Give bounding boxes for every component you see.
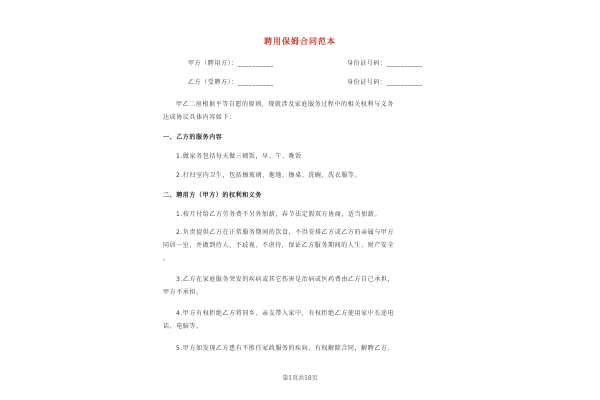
section-2-item-2-line-1: 2.负责提供乙方在正常服务期间的饮食，不得安排乙方或乙方的亲属与甲方 bbox=[176, 229, 395, 236]
section-2-item-4-line-1: 4.甲方有权拒绝乙方将同乡、亲友带入家中，有权拒绝乙方使用家中长途电 bbox=[176, 310, 395, 317]
section-1-heading: 一、乙方的服务内容 bbox=[163, 134, 223, 141]
section-2-item-5: 5.甲方如发现乙方患有不胜任家政服务的疾病，有权解除合同，解聘乙方。 bbox=[176, 345, 395, 352]
section-2-item-3-line-1: 3.乙方在家庭服务突发的疾病或其它伤害是治病或医药费由乙方自己承担， bbox=[176, 276, 395, 283]
section-2-heading: 二、聘用方（甲方）的权利和义务 bbox=[163, 192, 263, 199]
section-1-item-2: 2.打扫室内卫生，包括擦玻璃、拖地、擦桌、洗碗、洗衣服等。 bbox=[176, 172, 362, 179]
party-b-id-label: 身份证号码：__________ bbox=[347, 79, 423, 86]
section-2-item-4-line-2: 话、电脑等。 bbox=[163, 323, 203, 330]
intro-paragraph-line-2: 达成协议具体内容如下： bbox=[163, 114, 236, 121]
section-2-item-2-line-3: 。 bbox=[163, 255, 170, 262]
page-number-footer: 第1页共18页 bbox=[282, 375, 318, 382]
party-a-label: 甲方（聘用方）：__________ bbox=[188, 60, 274, 67]
section-2-item-3-line-2: 甲方不承担。 bbox=[163, 289, 203, 296]
section-2-item-2-line-2: 同居一室，并做到待人、不歧视、不虐待，保证乙方服务期间的人生、财产安全 bbox=[163, 242, 395, 249]
party-a-id-label: 身份证号码：__________ bbox=[347, 60, 423, 67]
intro-paragraph-line-1: 甲乙二房根据平等自愿的原则，现就涉及家庭服务过程中的相关权利与义务 bbox=[176, 101, 394, 108]
section-1-item-1: 1.做家务包括每天做三顿饭，早、午、晚饭 bbox=[176, 153, 302, 160]
party-b-label: 乙方（受聘方）：__________ bbox=[188, 79, 274, 86]
section-2-item-1: 1.按月付给乙方劳务费不另外加薪，春节法定假双方协商，适当加薪。 bbox=[176, 211, 381, 218]
document-title: 聘用保姆合同范本 bbox=[264, 36, 336, 46]
